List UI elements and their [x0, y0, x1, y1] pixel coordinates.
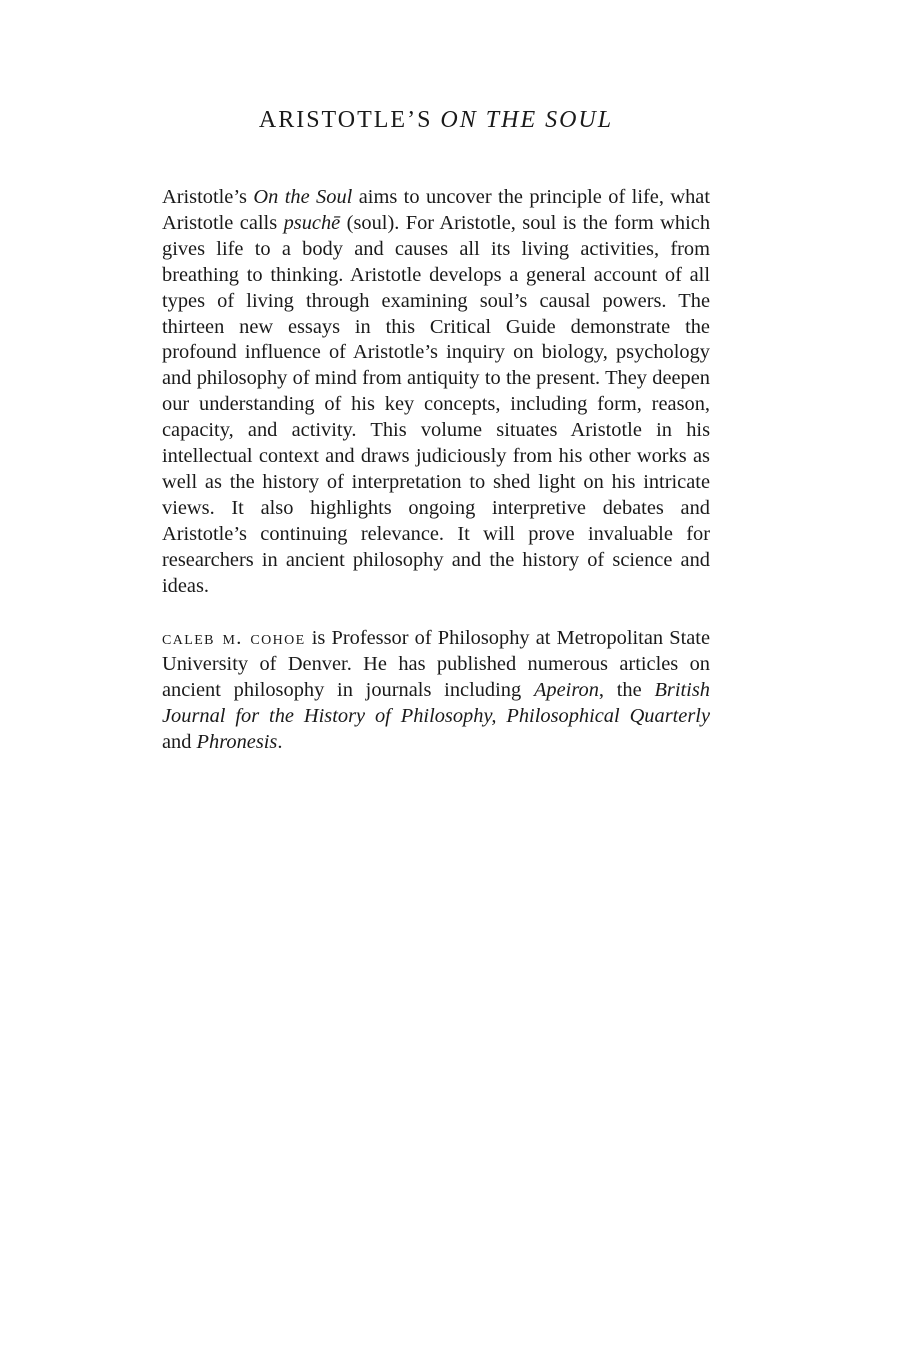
journal-apeiron: Apeiron — [533, 678, 599, 701]
journal-phronesis: Phronesis — [196, 730, 278, 753]
blurb-text-1: Aristotle’s — [162, 186, 254, 208]
page-title-prefix: ARISTOTLE’S — [258, 107, 441, 133]
bio-text-4: . — [277, 730, 283, 753]
blurb-text-3: (soul). For Aristotle, soul is the form which gives life to a body and causes all its living activities, from breathing to thinking. Aristotle develops a general account of all types of living through examining soul’s causal powers. The thirteen new essays in this Critical Guide demonstrate the profound influence of Aristotle’s inquiry on biology, psychology and philosophy of mind from antiquity to the present. They deepen our understanding of his key concepts, including form, reason, capacity, and activity. This volume situates Aristotle in his intellectual context and draws judiciously from his other works as well as the history of interpretation to shed light on his intricate views. It also highlights ongoing interpretive debates and Aristotle’s continuing relevance. It will prove invaluable for researchers in ancient philosophy and the history of science and ideas. — [162, 211, 711, 597]
author-bio-paragraph — [162, 626, 710, 756]
blurb-book-title: On the Soul — [253, 186, 353, 208]
blurb-text-2: aims to uncover the principle of life, what Aristotle calls — [162, 186, 711, 234]
bio-text-3: and — [162, 730, 197, 753]
blurb-psuche-term: psuchē — [283, 211, 341, 234]
page-title — [0, 104, 872, 136]
bio-text-1: is Professor of Philosophy at Metropolitan State University of Denver. He has published numerous articles on ancient philosophy in journals including — [162, 627, 710, 701]
book-description-paragraph — [162, 185, 710, 600]
page-title-italic: ON THE SOUL — [440, 107, 614, 133]
journal-list: British Journal for the History of Philosophy, Philosophical Quarterly — [162, 678, 710, 727]
author-name: caleb m. cohoe — [162, 627, 306, 649]
bio-text-2: , the — [598, 678, 655, 701]
